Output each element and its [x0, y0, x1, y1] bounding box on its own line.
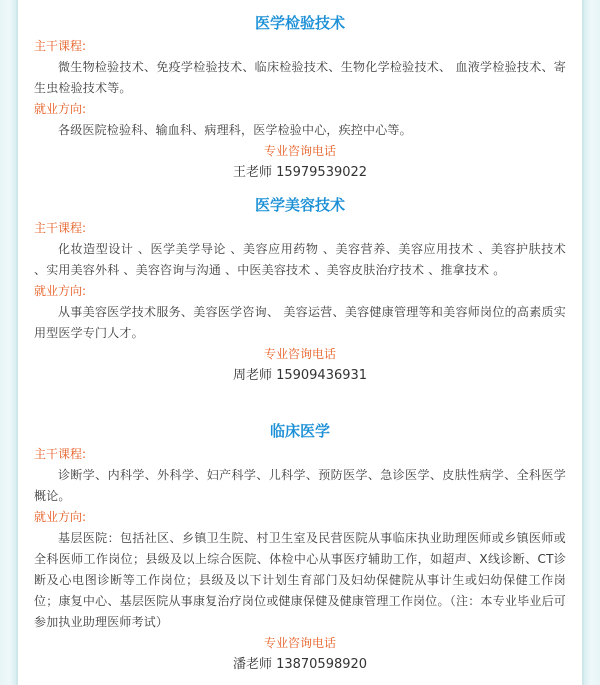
courses-label: 主干课程:	[34, 447, 87, 461]
contact-phone: 潘老师 13870598920	[232, 657, 368, 672]
career-label: 就业方向:	[34, 102, 87, 116]
section-title: 医学检验技术	[254, 14, 345, 32]
contact-title: 专业咨询电话	[263, 144, 336, 158]
career-label: 就业方向:	[34, 510, 87, 524]
courses-text: 诊断学、内科学、外科学、妇产科学、儿科学、预防医学、急诊医学、皮肤性病学、全科医学概论。	[34, 468, 566, 503]
section-title: 临床医学	[269, 422, 330, 440]
career-text: 从事美容医学技术服务、美容医学咨询、 美容运营、美容健康管理等和美容师岗位的高素质实用型医学专门人才。	[34, 305, 566, 340]
major-section-clinical-medicine	[34, 418, 566, 675]
section-title: 医学美容技术	[254, 196, 345, 214]
contact-phone: 王老师 15979539022	[232, 165, 368, 180]
contact-title: 专业咨询电话	[263, 636, 336, 650]
left-border-decoration	[0, 0, 16, 685]
courses-text: 微生物检验技术、免疫学检验技术、临床检验技术、生物化学检验技术、 血液学检验技术、寄生虫检验技术等。	[34, 60, 566, 95]
courses-label: 主干课程:	[34, 39, 87, 53]
left-border-line	[16, 0, 18, 685]
major-section-medical-cosmetology	[34, 192, 566, 386]
right-border-decoration	[584, 0, 600, 685]
career-label: 就业方向:	[34, 284, 87, 298]
contact-phone: 周老师 15909436931	[232, 368, 368, 383]
major-section-medical-laboratory	[34, 10, 566, 183]
right-border-line	[582, 0, 584, 685]
courses-label: 主干课程:	[34, 221, 87, 235]
courses-text: 化妆造型设计 、医学美学导论 、美容应用药物 、美容营养、美容应用技术 、美容护肤技术 、实用美容外科 、美容咨询与沟通 、中医美容技术 、美容皮肤治疗技术 、推拿技术 。	[34, 242, 566, 277]
contact-title: 专业咨询电话	[263, 347, 336, 361]
career-text: 各级医院检验科、输血科、病理科，医学检验中心，疾控中心等。	[58, 123, 412, 137]
career-text: 基层医院：包括社区、乡镇卫生院、村卫生室及民营医院从事临床执业助理医师或乡镇医师或全科医师工作岗位；县级及以上综合医院、体检中心从事医疗辅助工作，如超声、X线诊断、CT诊断及心电图诊断等工作岗位；县级及以下计划生育部门及妇幼保健院从事计生或妇幼保健工作岗位；康复中心、基层医院从事康复治疗岗位或健康保健及健康管理工作岗位。（注：本专业毕业后可参加执业助理医师考试）	[34, 531, 566, 629]
